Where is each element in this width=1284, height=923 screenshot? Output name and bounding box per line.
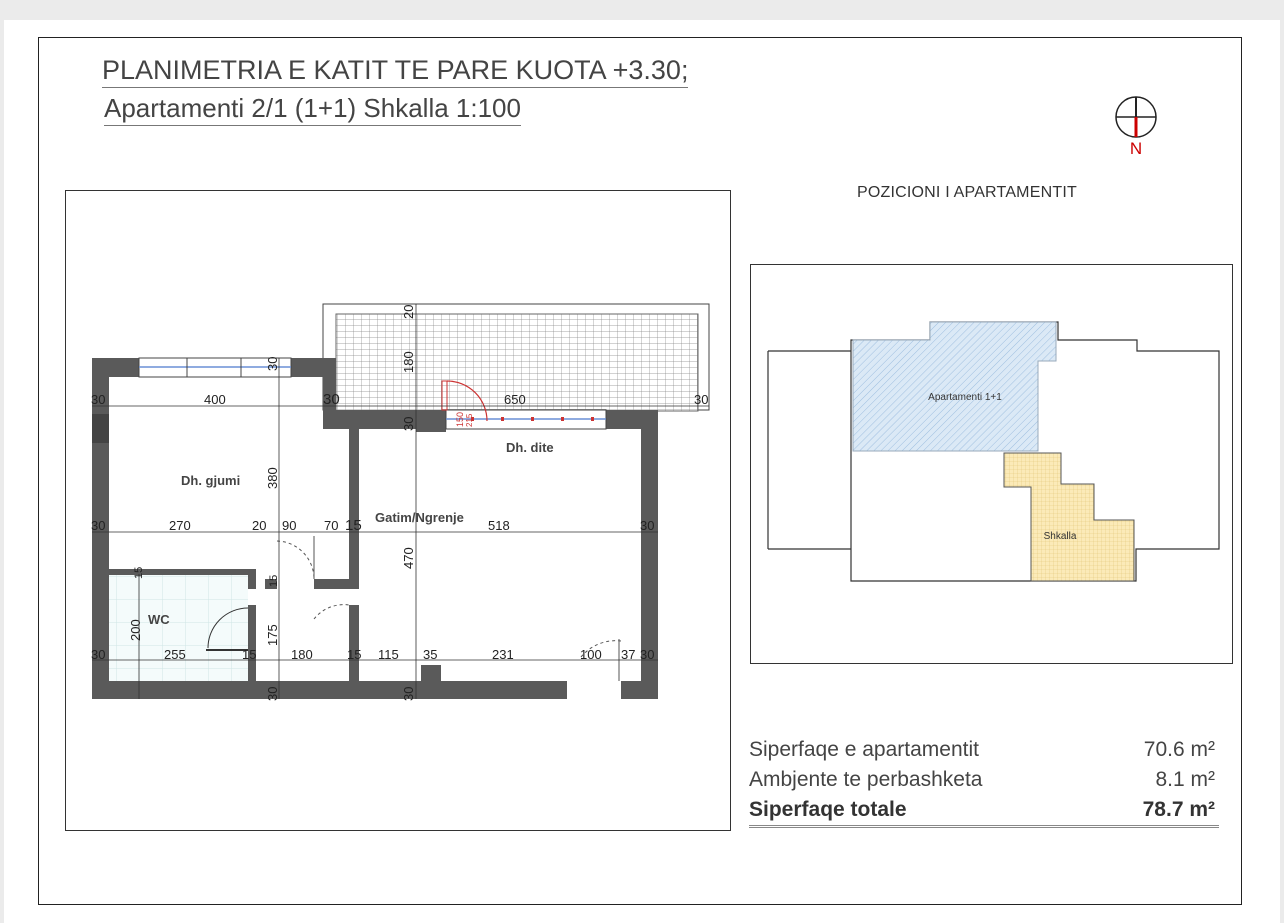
area-row (749, 765, 1219, 795)
dim-label: 15 (268, 574, 280, 587)
dim-label: 30 (401, 686, 416, 701)
floor-plan-panel (65, 190, 731, 831)
room-label-living: Dh. dite (506, 440, 554, 455)
dim-label: 30 (265, 356, 280, 371)
dim-label: 270 (169, 518, 191, 533)
dim-label: 90 (282, 518, 297, 533)
door-size-label: 150 (455, 411, 465, 427)
area-label: Ambjente te perbashketa (749, 768, 983, 791)
dim-label: 255 (164, 647, 186, 662)
dim-label: 20 (252, 518, 267, 533)
north-label: N (1129, 139, 1143, 157)
dim-label: 115 (378, 647, 399, 662)
area-total-row (749, 795, 1219, 828)
dim-label: 30 (401, 416, 416, 431)
dim-label: 15 (133, 566, 145, 579)
door-size-label: 215 (465, 413, 474, 427)
room-label-kitchen: Gatim/Ngrenje (375, 510, 464, 525)
area-row (749, 735, 1219, 765)
dim-label: 518 (488, 518, 510, 533)
location-title: POZICIONI I APARTAMENTIT (857, 184, 1077, 201)
area-label: Siperfaqe e apartamentit (749, 738, 979, 761)
plan-title: PLANIMETRIA E KATIT TE PARE KUOTA +3.30; (102, 55, 688, 88)
dim-label: 175 (265, 624, 280, 646)
dim-label: 15 (242, 647, 257, 662)
area-summary (749, 735, 1219, 828)
dim-label: 30 (91, 518, 106, 533)
dim-label: 200 (128, 619, 143, 641)
dim-label: 380 (265, 467, 280, 489)
dim-label: 37 (621, 647, 636, 662)
dim-label: 70 (324, 518, 339, 533)
apartment-position-area (853, 322, 1056, 451)
dim-label: 30 (91, 647, 106, 662)
area-total-value: 78.7 m² (1142, 798, 1215, 821)
dim-label: 20 (401, 304, 416, 319)
dim-label: 30 (694, 392, 709, 407)
staircase-label: Shkalla (1043, 531, 1077, 542)
dim-label: 15 (347, 647, 362, 662)
staircase-area (1004, 453, 1134, 581)
dim-label: 470 (401, 547, 416, 569)
apartment-position-label: Apartamenti 1+1 (928, 392, 1002, 403)
dim-label: 30 (91, 392, 106, 407)
area-value: 8.1 m² (1155, 768, 1215, 791)
dim-label: 30 (640, 647, 655, 662)
location-panel (750, 264, 1233, 664)
dim-label: 15 (345, 517, 362, 534)
room-label-bedroom: Dh. gjumi (181, 473, 241, 488)
area-value: 70.6 m² (1143, 738, 1215, 761)
dim-label: 231 (492, 647, 514, 662)
room-label-wc: WC (148, 612, 170, 627)
dim-label: 400 (204, 392, 226, 407)
location-plan (751, 265, 1234, 665)
dim-label: 30 (640, 518, 655, 533)
north-arrow-icon (1114, 95, 1158, 157)
dim-label: 100 (580, 647, 602, 662)
dim-label: 35 (423, 647, 438, 662)
dim-label: 30 (323, 391, 340, 408)
area-total-label: Siperfaqe totale (749, 798, 907, 821)
dim-label: 650 (504, 392, 526, 407)
floor-plan (66, 191, 732, 832)
dim-label: 30 (265, 686, 280, 701)
dim-label: 180 (401, 351, 416, 373)
plan-subtitle: Apartamenti 2/1 (1+1) Shkalla 1:100 (104, 93, 521, 126)
dim-label: 180 (291, 647, 313, 662)
